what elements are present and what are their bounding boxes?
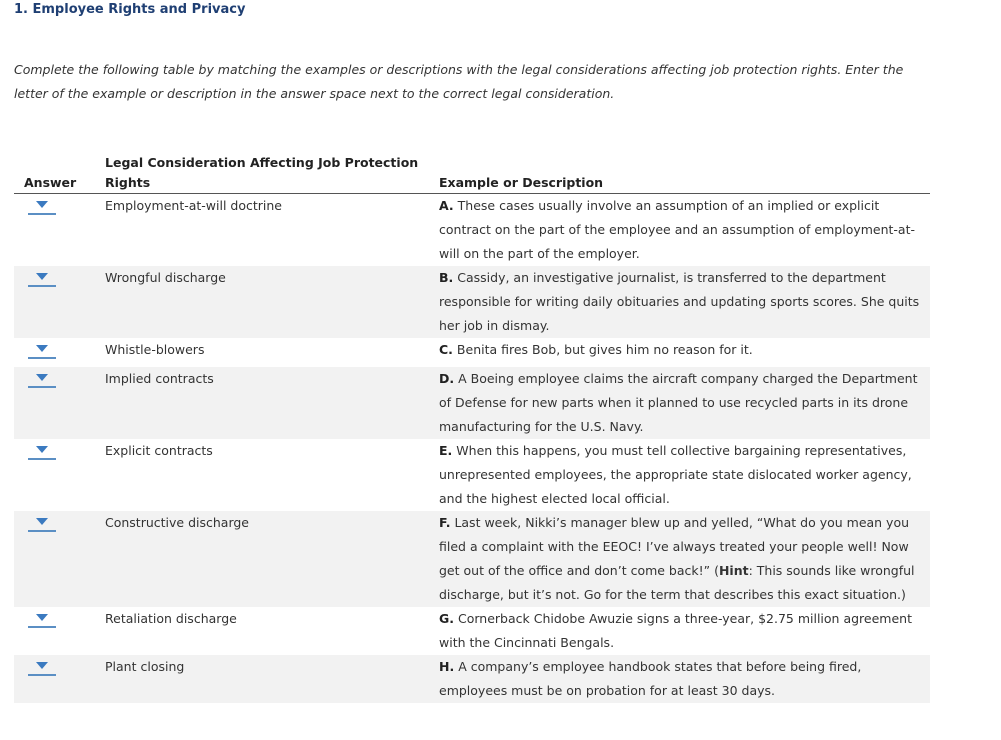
chevron-down-icon — [36, 201, 48, 208]
answer-dropdown[interactable] — [28, 612, 56, 628]
matching-table — [14, 153, 930, 703]
table-row — [14, 511, 930, 607]
example-text: Last week, Nikki’s manager blew up and yelled, “What do you mean you filed a complaint with the EEOC! I’ve always treated your people well! Now get out of the office and don’t come back!” ( — [439, 515, 910, 578]
example-letter: G. — [439, 611, 455, 626]
legal-consideration: Implied contracts — [105, 367, 439, 439]
example-text: When this happens, you must tell collective bargaining representatives, unrepresented employees, the appropriate state dislocated worker agency, and the highest elected local official. — [439, 443, 912, 506]
chevron-down-icon — [36, 345, 48, 352]
chevron-down-icon — [36, 662, 48, 669]
table-row — [14, 607, 930, 655]
answer-dropdown[interactable] — [28, 343, 56, 359]
example-text: Cassidy, an investigative journalist, is transferred to the department responsible for writing daily obituaries and updating sports scores. She quits her job in dismay. — [439, 270, 920, 333]
example-letter: C. — [439, 342, 453, 357]
instructions: Complete the following table by matching the examples or descriptions with the legal considerations affecting job protection rights. Enter the letter of the example or description in the answer space next to the correct legal consideration. — [14, 62, 904, 101]
chevron-down-icon — [36, 273, 48, 280]
legal-consideration: Employment-at-will doctrine — [105, 198, 282, 213]
table-row — [14, 655, 930, 703]
header-answer: Answer — [14, 153, 105, 194]
example-text: These cases usually involve an assumption of an implied or explicit contract on the part of the employee and an assumption of employment-at-will on the part of the employer. — [439, 198, 916, 261]
answer-dropdown[interactable] — [28, 444, 56, 460]
example-letter: A. — [439, 198, 454, 213]
example-letter: H. — [439, 659, 455, 674]
example-text: Cornerback Chidobe Awuzie signs a three-year, $2.75 million agreement with the Cincinnati Bengals. — [439, 611, 912, 650]
example-letter: E. — [439, 443, 453, 458]
header-example: Example or Description — [439, 153, 930, 194]
legal-consideration: Constructive discharge — [105, 511, 439, 607]
example-text: A Boeing employee claims the aircraft company charged the Department of Defense for new parts when it planned to use recycled parts in its drone manufacturing for the U.S. Navy. — [439, 371, 918, 434]
chevron-down-icon — [36, 518, 48, 525]
example-letter: D. — [439, 371, 455, 386]
table-row — [14, 194, 930, 267]
table-row — [14, 266, 930, 338]
legal-consideration: Explicit contracts — [105, 443, 213, 458]
table-header-row — [14, 153, 930, 194]
legal-consideration: Wrongful discharge — [105, 266, 439, 338]
legal-consideration: Retaliation discharge — [105, 611, 237, 626]
chevron-down-icon — [36, 614, 48, 621]
example-letter: F. — [439, 515, 451, 530]
answer-dropdown[interactable] — [28, 516, 56, 532]
legal-consideration: Plant closing — [105, 655, 439, 703]
chevron-down-icon — [36, 446, 48, 453]
example-text: Benita fires Bob, but gives him no reason for it. — [456, 342, 753, 357]
answer-dropdown[interactable] — [28, 271, 56, 287]
answer-dropdown[interactable] — [28, 372, 56, 388]
example-letter: B. — [439, 270, 454, 285]
table-row — [14, 338, 930, 367]
table-row — [14, 367, 930, 439]
answer-dropdown[interactable] — [28, 660, 56, 676]
legal-consideration: Whistle-blowers — [105, 342, 205, 357]
header-legal-consideration: Legal Consideration Affecting Job Protection Rights — [105, 153, 439, 194]
table-row — [14, 439, 930, 511]
hint-label: Hint — [718, 563, 749, 578]
page-title: 1. Employee Rights and Privacy — [14, 2, 246, 17]
answer-dropdown[interactable] — [28, 199, 56, 215]
example-text: A company’s employee handbook states that before being fired, employees must be on probation for at least 30 days. — [439, 659, 862, 698]
example-text-after-hint: : This sounds like wrongful discharge, but it’s not. Go for the term that describes this exact situation.) — [439, 563, 915, 602]
chevron-down-icon — [36, 374, 48, 381]
